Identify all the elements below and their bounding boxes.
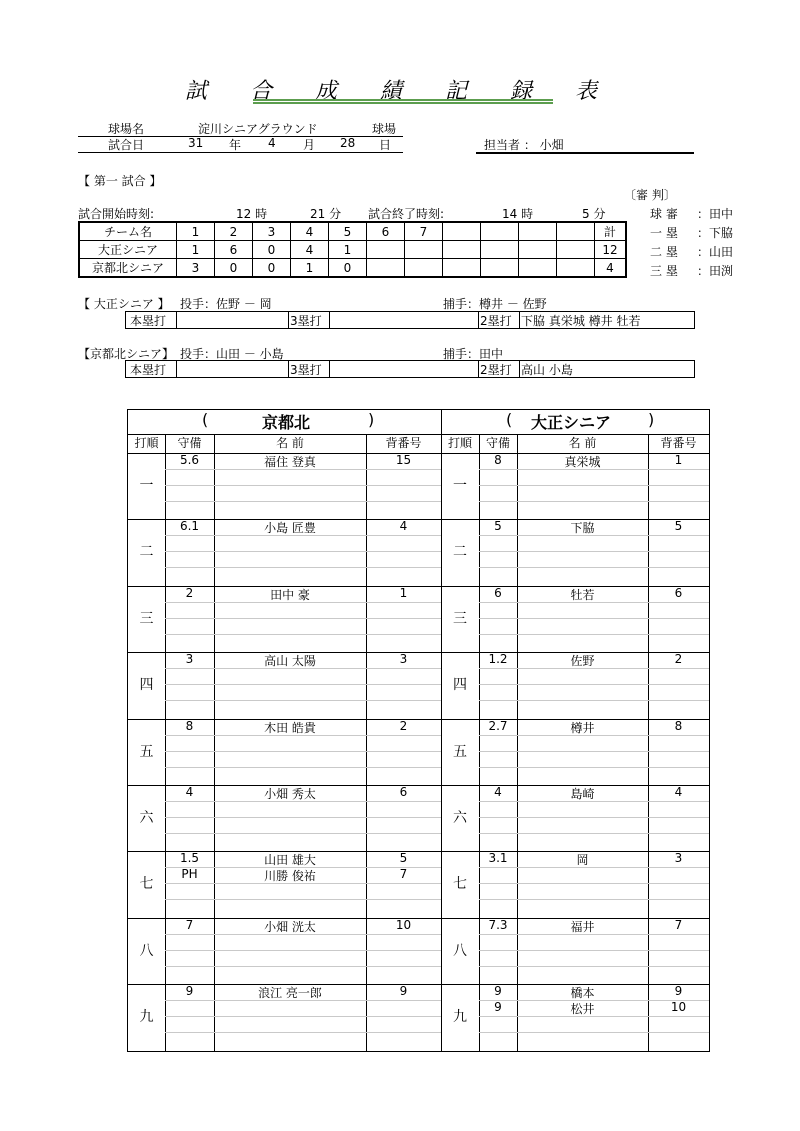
player-name: 樽井	[570, 720, 595, 735]
player-name: 松井	[570, 1002, 595, 1017]
inning-score	[367, 259, 405, 278]
team-total: 4	[595, 259, 627, 278]
player-name: 橋本	[570, 986, 595, 1001]
player-name: 牡若	[570, 587, 595, 602]
player-position: 1.5	[179, 851, 200, 866]
batting-order: 四	[453, 677, 467, 694]
inning-score: 1	[291, 259, 329, 278]
player-name: 田中 豪	[270, 587, 310, 602]
row-subline	[165, 899, 441, 900]
venue-label: 球場名	[108, 122, 145, 136]
date-month-label: 月	[303, 138, 316, 152]
player-position: 3.1	[488, 851, 508, 866]
row-subline	[479, 618, 709, 619]
battery-pitcher: 投手：山田 － 小島	[180, 347, 284, 361]
player-position: 4	[185, 785, 194, 799]
scoreboard	[78, 221, 627, 278]
row-subline	[165, 950, 441, 951]
umpire-name: ：下脇	[697, 226, 734, 240]
inning-header: 3	[253, 222, 291, 241]
batting-order: 一	[139, 478, 154, 494]
batting-order: 六	[453, 810, 467, 826]
end-label: 試合終了時刻:	[368, 207, 445, 221]
end-hour: 14 時	[502, 207, 534, 221]
player-position: 6	[494, 585, 502, 600]
order-header: 打順	[134, 436, 159, 450]
player-position: 8	[185, 718, 194, 733]
player-name: 福住 登真	[264, 455, 316, 469]
player-position: 3	[185, 652, 194, 667]
row-subline	[479, 817, 709, 818]
scoreboard-row	[79, 241, 626, 259]
row-subline	[479, 551, 709, 552]
batting-order: 一	[453, 478, 467, 494]
inning-header: 7	[405, 222, 443, 241]
batting-order: 三	[453, 610, 467, 627]
batting-order: 六	[139, 810, 154, 826]
batting-order: 五	[139, 743, 154, 760]
batting-order: 四	[139, 677, 154, 694]
player-position: 7.3	[488, 917, 508, 932]
row-subline	[165, 700, 441, 701]
date-day-label: 日	[379, 138, 392, 152]
player-number: 9	[674, 984, 683, 999]
player-name: 浪江 亮一郎	[258, 986, 322, 1001]
player-number: 5	[674, 519, 683, 534]
row-divider	[128, 434, 709, 435]
row-subline	[479, 485, 709, 486]
player-number: 2	[674, 652, 683, 667]
row-subline	[479, 501, 709, 502]
inning-score	[443, 241, 481, 259]
double-label: 2塁打	[480, 363, 512, 377]
umpire-name: ：田中	[697, 207, 734, 221]
battery-team: 【 大正シニア 】	[78, 297, 170, 311]
umpire-role: 一 塁	[650, 226, 678, 240]
game-label: 【 第一 試合 】	[78, 174, 162, 188]
player-number: 8	[674, 718, 683, 733]
batting-order: 九	[139, 1009, 154, 1026]
umpire-name: ：山田	[697, 245, 734, 259]
row-subline	[479, 883, 709, 884]
team-header: チーム名	[79, 222, 177, 241]
player-position: 8	[494, 453, 502, 467]
lineup-table	[127, 409, 710, 1052]
venue-value: 淀川シニアグラウンド	[198, 122, 318, 136]
hr-label: 本塁打	[130, 314, 167, 328]
date-month: 4	[268, 136, 276, 150]
inning-score: 3	[177, 259, 215, 278]
player-name: 小畑 洸太	[264, 919, 316, 934]
left-title-close: )	[368, 410, 375, 429]
umpire-role: 三 塁	[650, 264, 678, 278]
player-number: 10	[395, 917, 412, 932]
player-name: 福井	[570, 919, 595, 934]
inning-score	[481, 259, 519, 278]
team-name: 大正シニア	[79, 241, 177, 259]
player-position: 7	[185, 917, 194, 932]
team-name: 京都北シニア	[79, 259, 177, 278]
date-day: 28	[340, 136, 356, 150]
page-title: 試 合 成 績 記 録 表	[185, 79, 615, 104]
player-name: 佐野	[570, 654, 595, 669]
title-underline	[253, 99, 553, 104]
inning-score	[519, 241, 557, 259]
player-name: 島崎	[570, 787, 595, 801]
player-position: 2	[185, 585, 194, 600]
player-name: 岡	[576, 853, 589, 868]
inning-header: 1	[177, 222, 215, 241]
start-hour: 12 時	[236, 207, 268, 221]
player-position: 4	[494, 785, 502, 799]
row-subline	[165, 1016, 441, 1017]
row-subline	[479, 751, 709, 752]
inning-score: 0	[329, 259, 367, 278]
player-number: 4	[399, 519, 408, 534]
pos-header: 守備	[177, 436, 202, 450]
order-header: 打順	[447, 436, 472, 450]
batting-order: 七	[453, 876, 467, 893]
row-subline	[165, 751, 441, 752]
player-number: 1	[399, 585, 408, 600]
date-year: 31	[188, 136, 204, 150]
double-label: 2塁打	[480, 314, 512, 328]
row-subline	[479, 767, 709, 768]
person-in-charge: 担当者 ： 小畑	[484, 138, 564, 152]
player-number: 6	[674, 585, 683, 600]
player-number: 7	[674, 917, 683, 932]
player-position: 1.2	[488, 652, 508, 667]
triple-label: 3塁打	[290, 314, 322, 328]
row-subline	[165, 567, 441, 568]
battery-team: 【京都北シニア】	[78, 347, 175, 361]
row-subline	[165, 1032, 441, 1033]
umpire-role: 球 審	[650, 207, 678, 221]
start-label: 試合開始時刻:	[78, 207, 155, 221]
player-position: 5	[494, 519, 502, 534]
hits-box	[125, 360, 695, 378]
player-number: 9	[399, 984, 408, 999]
inning-score: 0	[215, 259, 253, 278]
inning-score	[557, 259, 595, 278]
row-subline	[479, 950, 709, 951]
battery-catcher: 捕手：樽井 － 佐野	[443, 297, 547, 311]
inning-score	[405, 241, 443, 259]
inning-score: 0	[253, 259, 291, 278]
player-name: 木田 皓貴	[264, 720, 316, 735]
player-position: 2.7	[488, 718, 508, 733]
inning-score	[405, 259, 443, 278]
person-rule	[476, 152, 694, 154]
batting-order: 八	[453, 942, 467, 959]
date-label: 試合日	[108, 138, 145, 152]
batting-order: 七	[139, 876, 154, 893]
venue-suffix: 球場	[372, 122, 397, 136]
player-position: 5.6	[179, 453, 200, 467]
batting-order: 三	[139, 610, 154, 627]
inning-score	[367, 241, 405, 259]
scoreboard-header-row	[79, 222, 626, 241]
player-name: 山田 雄大	[264, 853, 316, 868]
triple-label: 3塁打	[290, 363, 322, 377]
player-number: 6	[399, 785, 408, 799]
player-name: 真栄城	[564, 455, 601, 469]
inning-header	[519, 222, 557, 241]
left-team-title: 京都北	[262, 413, 311, 432]
inning-score: 1	[329, 241, 367, 259]
inning-score	[481, 241, 519, 259]
player-number: 5	[399, 851, 408, 866]
inning-score: 1	[177, 241, 215, 259]
start-min: 21 分	[310, 207, 342, 221]
player-name: 小畑 秀太	[264, 787, 316, 801]
player-number: 4	[674, 785, 683, 799]
player-position: 9	[185, 984, 194, 999]
inning-header	[443, 222, 481, 241]
row-subline	[165, 634, 441, 635]
player-number: 10	[670, 1000, 687, 1015]
right-title-close: )	[648, 410, 655, 429]
player-name: 川勝 俊祐	[264, 869, 316, 884]
hr-label: 本塁打	[130, 363, 167, 377]
row-subline	[479, 966, 709, 967]
player-name: 下脇	[570, 521, 595, 536]
player-number: 3	[674, 851, 683, 866]
team-total: 12	[595, 241, 627, 259]
player-position: 9	[494, 1000, 502, 1015]
inning-header: 5	[329, 222, 367, 241]
inning-score	[557, 241, 595, 259]
scoreboard-row	[79, 259, 626, 278]
date-year-label: 年	[229, 138, 242, 152]
player-number: 15	[395, 453, 412, 467]
row-subline	[165, 485, 441, 486]
row-subline	[479, 684, 709, 685]
double-value: 高山 小島	[521, 363, 573, 377]
player-number: 2	[399, 718, 408, 733]
inning-header: 4	[291, 222, 329, 241]
row-subline	[165, 684, 441, 685]
umpire-name: ：田渕	[697, 264, 734, 278]
row-subline	[165, 966, 441, 967]
row-subline	[479, 833, 709, 834]
inning-score: 6	[215, 241, 253, 259]
right-title-open: (	[506, 410, 513, 429]
row-subline	[165, 618, 441, 619]
batting-order: 九	[453, 1009, 467, 1026]
inning-header	[557, 222, 595, 241]
row-subline	[479, 899, 709, 900]
inning-header: 2	[215, 222, 253, 241]
pos-header: 守備	[485, 436, 510, 450]
batting-order: 五	[453, 743, 467, 760]
player-number: 3	[399, 652, 408, 667]
player-number: 1	[674, 453, 683, 467]
inning-score	[443, 259, 481, 278]
end-min: 5 分	[582, 207, 606, 221]
right-team-title: 大正シニア	[531, 413, 612, 432]
left-title-open: (	[202, 410, 209, 429]
umpires-title: 〔審 判〕	[624, 188, 676, 202]
row-subline	[165, 767, 441, 768]
row-subline	[165, 501, 441, 502]
number-header: 背番号	[660, 436, 697, 450]
inning-header: 6	[367, 222, 405, 241]
player-name: 高山 太陽	[264, 654, 316, 669]
number-header: 背番号	[385, 436, 422, 450]
row-subline	[479, 1032, 709, 1033]
batting-order: 二	[453, 544, 467, 561]
row-subline	[165, 817, 441, 818]
player-number: 7	[399, 867, 408, 882]
batting-order: 二	[139, 544, 154, 561]
row-subline	[479, 700, 709, 701]
name-header: 名 前	[568, 436, 597, 450]
battery-pitcher: 投手：佐野 － 岡	[180, 297, 272, 311]
inning-score: 0	[253, 241, 291, 259]
battery-catcher: 捕手：田中	[443, 347, 504, 361]
date-rule	[78, 152, 403, 153]
player-position: 9	[494, 984, 502, 999]
batting-order: 八	[139, 942, 154, 959]
row-subline	[165, 551, 441, 552]
player-position: 6.1	[179, 519, 200, 534]
double-value: 下脇 真栄城 樽井 牡若	[521, 314, 641, 328]
player-name: 小島 匠豊	[264, 521, 316, 536]
row-subline	[479, 567, 709, 568]
row-subline	[479, 634, 709, 635]
player-position: PH	[181, 867, 198, 882]
row-subline	[165, 833, 441, 834]
inning-score: 4	[291, 241, 329, 259]
inning-header	[481, 222, 519, 241]
inning-score	[519, 259, 557, 278]
total-header: 計	[595, 222, 627, 241]
umpire-role: 二 塁	[650, 245, 678, 259]
name-header: 名 前	[276, 436, 304, 450]
